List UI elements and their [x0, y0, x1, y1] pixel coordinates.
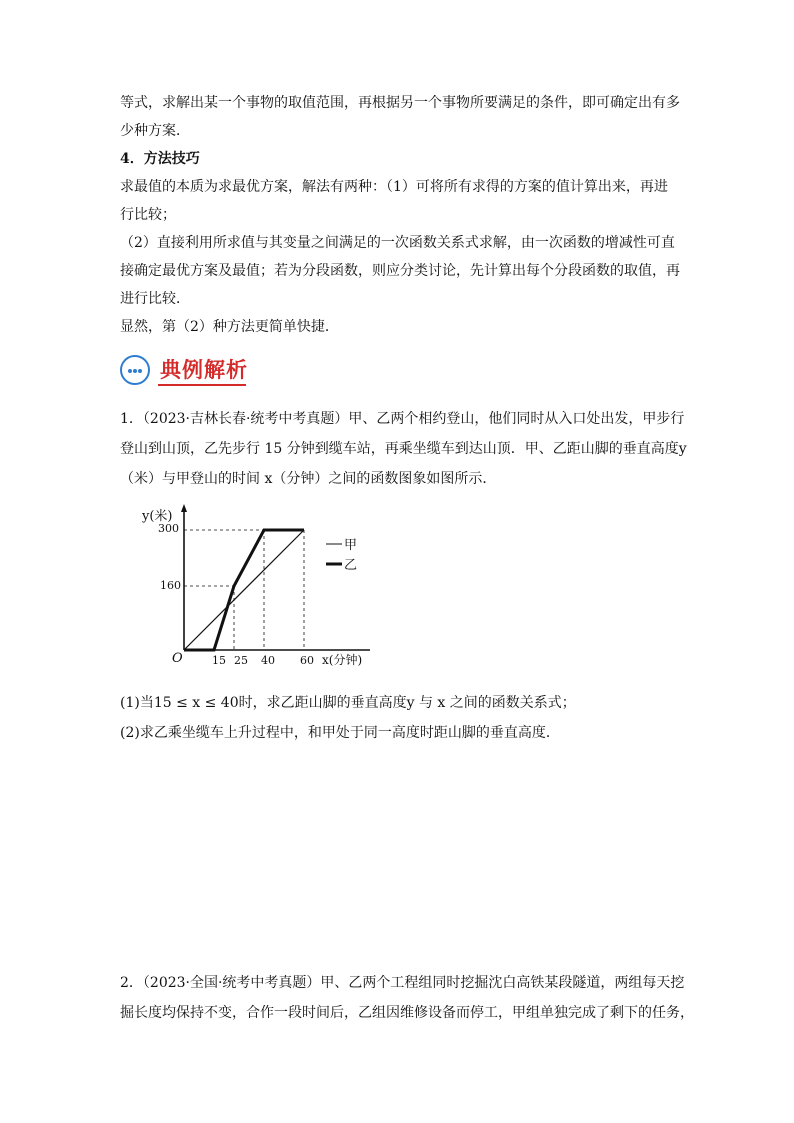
- text-line: 求最值的本质为求最优方案，解法有两种：（1）可将所有求得的方案的值计算出来，再进: [120, 179, 668, 195]
- x-tick-label: 15: [212, 654, 226, 667]
- section-header: [120, 352, 320, 390]
- x-tick-label: 60: [300, 654, 314, 667]
- legend-label: 乙: [344, 558, 358, 573]
- section-title: 典例解析: [160, 358, 248, 382]
- y-axis-label: y(米): [142, 509, 173, 524]
- y-tick-label: 160: [160, 579, 181, 592]
- y-axis-arrow-icon: [181, 504, 187, 512]
- legend-label: 甲: [344, 538, 358, 553]
- function-graph: [128, 502, 388, 672]
- subheading-method-tips: 4．方法技巧: [120, 151, 200, 167]
- text-line: 行比较；: [120, 207, 176, 223]
- more-dots-icon: [120, 355, 150, 385]
- origin-label: O: [172, 651, 183, 666]
- question-1: (1)当15 ≤ x ≤ 40时，求乙距山脚的垂直高度y 与 x 之间的函数关系式；: [120, 695, 576, 711]
- problem2-text: 2．（2023·全国·统考中考真题）甲、乙两个工程组同时挖掘沈白高铁某段隧道，两组每天挖: [120, 975, 685, 991]
- question-2: (2)求乙乘坐缆车上升过程中，和甲处于同一高度时距山脚的垂直高度．: [120, 725, 560, 741]
- problem2-text: 掘长度均保持不变，合作一段时间后，乙组因维修设备而停工，甲组单独完成了剩下的任务，: [120, 1005, 694, 1021]
- x-tick-label: 40: [261, 654, 275, 667]
- y-tick-label: 300: [158, 522, 179, 535]
- text-line: （2）直接利用所求值与其变量之间满足的一次函数关系式求解，由一次函数的增减性可直: [120, 235, 675, 251]
- text-line: 接确定最优方案及最值；若为分段函数，则应分类讨论，先计算出每个分段函数的取值，再: [120, 263, 680, 279]
- text-line: 进行比较．: [120, 291, 190, 307]
- x-axis-label: x(分钟): [322, 653, 363, 667]
- x-tick-label: 25: [234, 654, 248, 667]
- section-underline: [158, 384, 246, 386]
- series-jia-line: [184, 530, 304, 650]
- problem1-text: 登山到山顶，乙先步行 15 分钟到缆车站，再乘坐缆车到达山顶．甲、乙距山脚的垂直高度y: [120, 441, 687, 457]
- problem1-text: 1．（2023·吉林长春·统考中考真题）甲、乙两个相约登山，他们同时从入口处出发，甲步行: [120, 411, 685, 427]
- text-line: 少种方案．: [120, 123, 190, 139]
- text-line: 显然，第（2）种方法更简单快捷．: [120, 319, 339, 335]
- problem1-text: （米）与甲登山的时间 x（分钟）之间的函数图象如图所示．: [120, 471, 497, 487]
- graph-series: [184, 530, 304, 650]
- text-line: 等式，求解出某一个事物的取值范围，再根据另一个事物所要满足的条件，即可确定出有多: [120, 95, 680, 111]
